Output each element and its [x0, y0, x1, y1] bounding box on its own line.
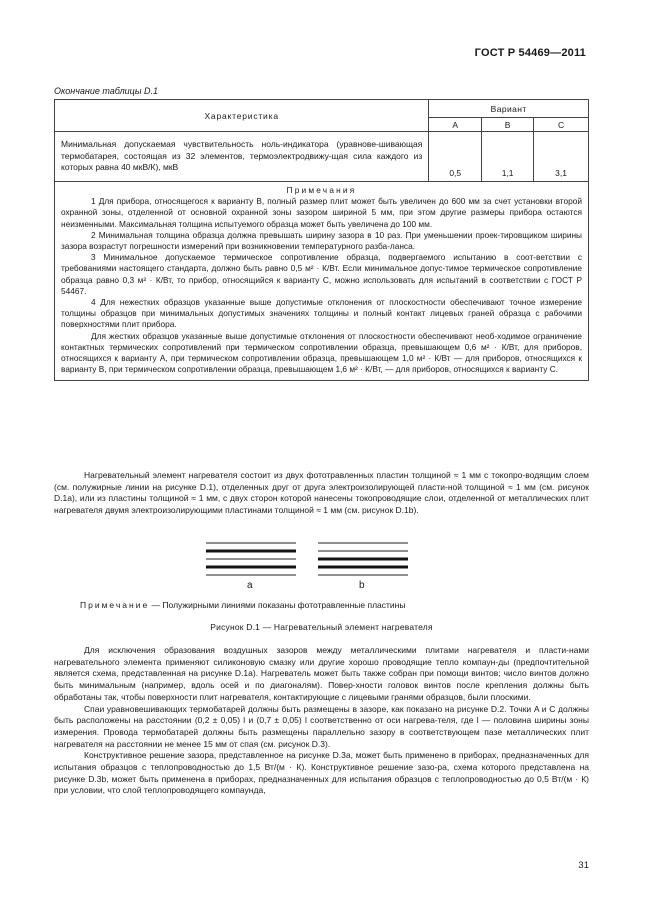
- note-4: 4 Для нежестких образцов указанные выше допустимые отклонения от плоскостности обеспечивают точное измерение толщины образцов при минимальных допустимых значениях толщины и полный контакт лицевых граней образца с рабочими поверхностями плит прибора.: [61, 297, 582, 330]
- value-variant-c: 3,1: [534, 132, 589, 182]
- variant-table: [54, 99, 589, 381]
- note-2: 2 Минимальная толщина образца должна превышать ширину зазора в 10 раз. При уменьшении проек-тировщиком ширины зазора возрастут погрешности измерений при возникновении температурного разба-ланса.: [61, 229, 582, 252]
- header-variant: Вариант: [429, 100, 589, 118]
- header-variant-a: A: [429, 118, 482, 132]
- figure-label-b: b: [359, 580, 365, 591]
- table-row: [55, 132, 589, 182]
- table-notes: [55, 182, 589, 381]
- table-continuation-caption: Окончание таблицы D.1: [54, 86, 158, 96]
- heater-element-figure: [200, 540, 420, 584]
- figure-label-a: a: [247, 580, 253, 591]
- paragraph-compound: Для исключения образования воздушных зазоров между металлическими плитами нагревателя и пласти-нами нагревательного элемента применяют силиконовую смазку или другие хорошо проводящие тепло компаун-ды (предпочтительной является схема, представленная на рисунке D.1a). Нагреватель может быть также собран при помощи винтов; число винтов должно быть минимальным (например, вдоль осей и по диагоналям). Повер-хности головок винтов после крепления должны быть обработаны так, чтобы поверхности плит нагревателя, контактирующие с лицевыми гранями образцов, были плоскими.: [54, 645, 589, 702]
- figure-b: [318, 543, 408, 575]
- paragraph-gap-design: Конструктивное решение зазора, представленное на рисунке D.3a, может быть применено в приборах, предназначенных для испытания образцов с теплопроводностью до 1,5 Вт/(м · К). Конструктивное решение зазо-ра, схема которого представлена на рисунке D.3b, может быть применена в приборах, предназначенных для испытания образцов с теплопроводностью до 0,5 Вт/(м · К) при условии, что слой теплопроводящего компаунда,: [54, 750, 589, 796]
- note-3: 3 Минимальное допускаемое термическое сопротивление образца, подвергаемого испытанию в соот-ветствии с требованиями настоящего стандарта, должно быть равно 0,5 м² · К/Вт. Если минимальное допус-тимое термическое сопротивление образца равно 0,3 м² · К/Вт, то прибор, относящийся к варианту C, можно использовать для испытаний в соответствии с ГОСТ Р 54467.: [61, 252, 582, 296]
- figure-note: [80, 600, 405, 610]
- standard-code: ГОСТ Р 54469—2011: [474, 47, 586, 59]
- header-characteristic: Характеристика: [55, 100, 429, 132]
- main-paragraphs: [54, 645, 589, 797]
- header-variant-c: C: [534, 118, 589, 132]
- heater-paragraph: [54, 470, 589, 517]
- note-4-continued: Для жестких образцов указанные выше допустимые отклонения от плоскостности обеспечивают необ-ходимое ограничение контактных термических сопротивлений при термическом сопротивлении образца, превышающем 0,6 м² · К/Вт, для приборов, относящихся к варианту A, при термическом сопротивлении образца, превышающем 1,0 м² · К/Вт — для приборов, относящихся к варианту B, при термическом сопротивлении образца, превышающем 1,6 м² · К/Вт, — для приборов, относящихся к варианту C.: [61, 330, 582, 375]
- paragraph-thermopile: Спаи уравновешивающих термобатарей должны быть размещены в зазоре, как показано на рисунке D.2. Точки A и C должны быть расположены на расстоянии (0,2 ± 0,05) l и (0,7 ± 0,05) l соответственно от оси нагрева-теля, где l — половина ширины зоны измерения. Провода термобатарей должны быть размещены параллельно зазору в соответствующем пазе металлических плит нагревателя на расстоянии не менее 15 мм от спая (см. рисунок D.3).: [54, 703, 589, 749]
- notes-title: Примечания: [286, 185, 357, 195]
- note-1: 1 Для прибора, относящегося к варианту B, полный размер плит может быть увеличен до 600 мм за счет установки второй охранной зоны, отделенной от основной охранной зоны зазором шириной 5 мм, при этом другие размеры прибора остаются неизменными. Максимальная толщина испытуемого образца может быть увеличена до 100 мм.: [61, 196, 582, 229]
- heater-paragraph-text: Нагревательный элемент нагревателя состоит из двух фототравленных пластин толщиной ≈ 1 мм с токопро-водящим слоем (см. полужирные линии на рисунке D.1), отделенных друг от друга электроизолирующей пласти-ной толщиной ≈ 1 мм (см. рисунок D.1a), или из пластины толщиной ≈ 1 мм, с двух сторон которой нанесены токопроводящие слои, отделенной от металлических плит нагревателя двумя электроизолирующими пластинами толщиной ≈ 1 мм (см. рисунок D.1b).: [54, 470, 589, 516]
- figure-note-prefix: Примечание: [80, 600, 150, 610]
- figure-a: [206, 543, 296, 575]
- header-variant-b: B: [482, 118, 534, 132]
- figure-caption: Рисунок D.1 — Нагревательный элемент нагревателя: [210, 622, 433, 632]
- figure-note-text: — Полужирными линиями показаны фототравленные пластины: [149, 600, 406, 610]
- value-variant-b: 1,1: [482, 132, 534, 182]
- row-description: Минимальная допускаемая чувствительность ноль-индикатора (уравнове-шивающая термобатарея, состоящая из 32 элементов, термоэлектродвижу-щая сила каждого из которых равна 40 мкВ/К), мкВ: [55, 132, 429, 182]
- page-number: 31: [578, 860, 589, 871]
- value-variant-a: 0,5: [429, 132, 482, 182]
